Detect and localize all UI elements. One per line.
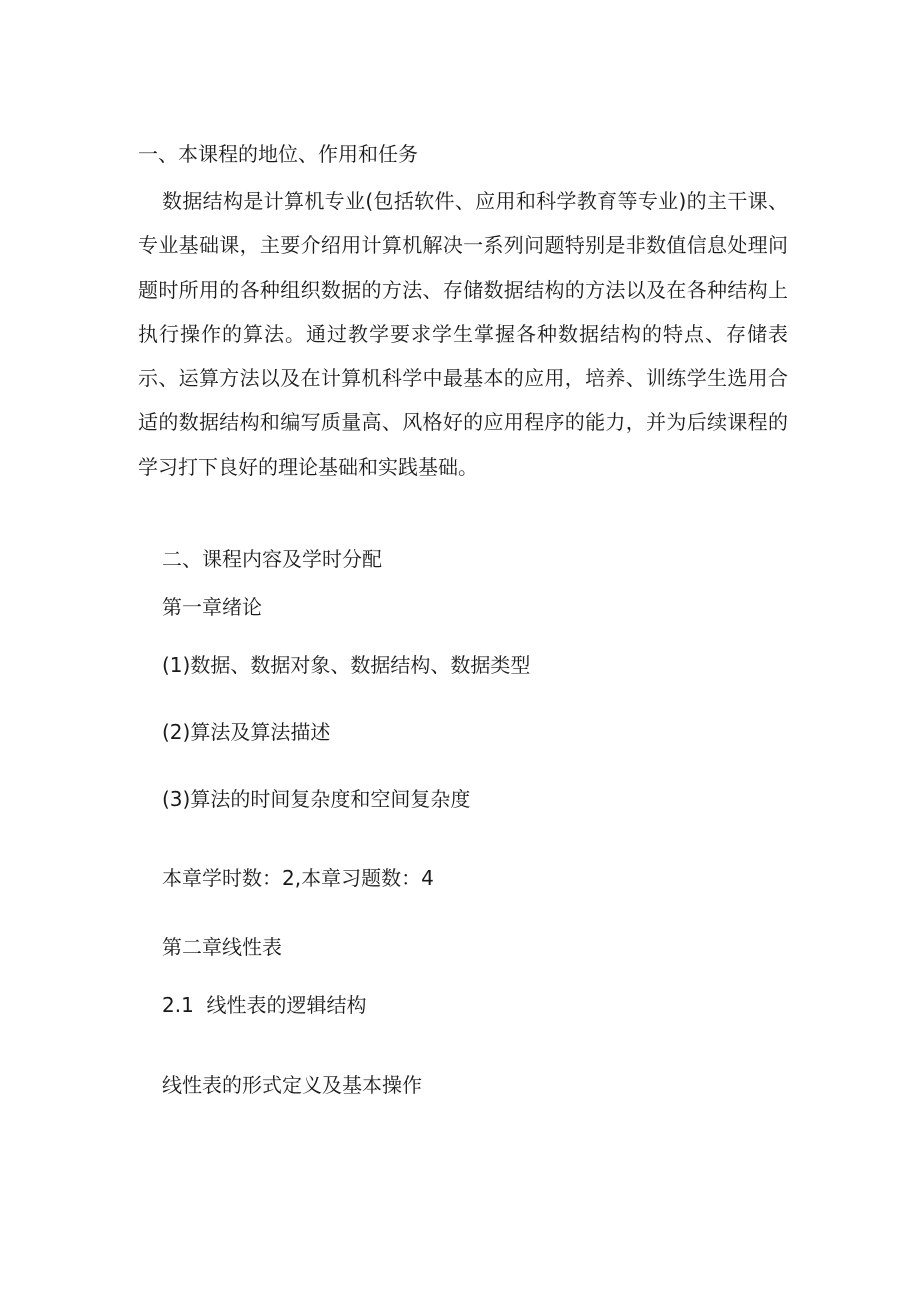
chapter1-item-1: (1)数据、数据对象、数据结构、数据类型 [162, 653, 531, 677]
chapter2-subsection: 2.1 线性表的逻辑结构 [162, 993, 367, 1017]
chapter1-title: 第一章绪论 [162, 595, 262, 619]
chapter2-title: 第二章线性表 [162, 935, 282, 959]
chapter1-item-3: (3)算法的时间复杂度和空间复杂度 [162, 787, 471, 811]
chapter2-topic: 线性表的形式定义及基本操作 [162, 1073, 422, 1097]
chapter1-summary: 本章学时数：2,本章习题数：4 [162, 866, 434, 890]
section2-heading: 二、课程内容及学时分配 [162, 547, 382, 571]
chapter1-item-2: (2)算法及算法描述 [162, 720, 331, 744]
section1-paragraph: 数据结构是计算机专业(包括软件、应用和科学教育等专业)的主干课、专业基础课，主要介绍用计算机解决一系列问题特别是非数值信息处理问题时所用的各种组织数据的方法、存储数据结构的方法以及在各种结构上执行操作的算法。通过教学要求学生掌握各种数据结构的特点、存储表示、运算方法以及在计算机科学中最基本的应用，培养、训练学生选用合适的数据结构和编写质量高、风格好的应用程序的能力，并为后续课程的学习打下良好的理论基础和实践基础。 [138, 189, 788, 479]
section1-heading: 一、本课程的地位、作用和任务 [138, 142, 418, 166]
